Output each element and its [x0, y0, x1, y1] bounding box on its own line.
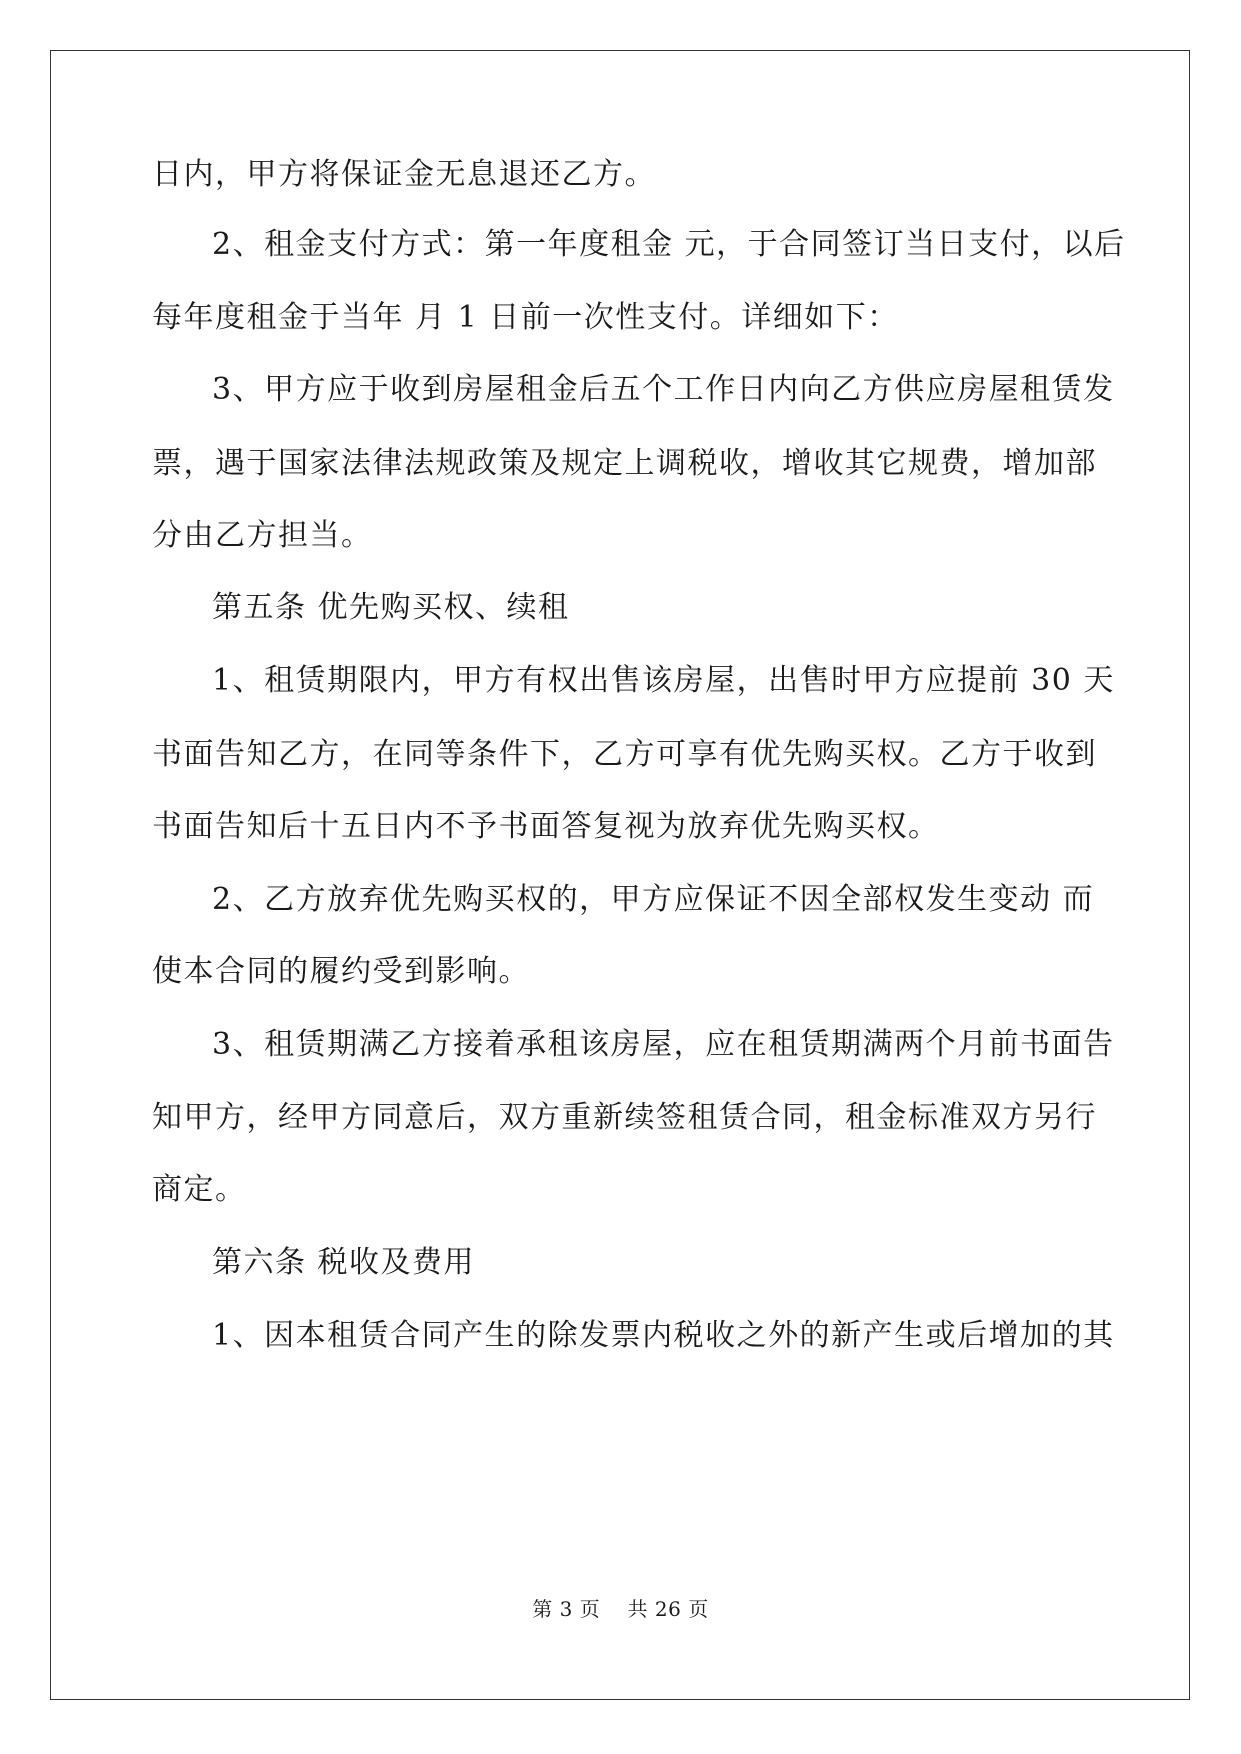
- page-number-footer: 第 3 页 共 26 页: [532, 1597, 709, 1621]
- section-heading: 第六条 税收及费用: [212, 1245, 476, 1280]
- text-line: 票，遇于国家法律法规政策及规定上调税收，增收其它规费，增加部: [152, 446, 1097, 481]
- text-line: 分由乙方担当。: [152, 518, 373, 553]
- text-line: 日内，甲方将保证金无息退还乙方。: [152, 157, 656, 192]
- page-border: [50, 50, 1190, 1700]
- text-line: 3、甲方应于收到房屋租金后五个工作日内向乙方供应房屋租赁发: [212, 372, 1115, 407]
- text-line: 3、租赁期满乙方接着承租该房屋，应在租赁期满两个月前书面告: [212, 1027, 1115, 1062]
- text-line: 使本合同的履约受到影响。: [152, 954, 530, 989]
- text-line: 书面告知乙方，在同等条件下，乙方可享有优先购买权。乙方于收到: [152, 737, 1097, 772]
- text-line: 知甲方，经甲方同意后，双方重新续签租赁合同，租金标准双方另行: [152, 1100, 1097, 1135]
- text-line: 商定。: [152, 1172, 247, 1207]
- text-line: 2、乙方放弃优先购买权的，甲方应保证不因全部权发生变动 而: [212, 882, 1095, 917]
- text-line: 书面告知后十五日内不予书面答复视为放弃优先购买权。: [152, 809, 940, 844]
- text-line: 1、因本租赁合同产生的除发票内税收之外的新产生或后增加的其: [212, 1318, 1115, 1353]
- section-heading: 第五条 优先购买权、续租: [212, 590, 570, 625]
- text-line: 2、租金支付方式：第一年度租金 元，于合同签订当日支付，以后: [212, 227, 1126, 262]
- text-line: 每年度租金于当年 月 1 日前一次性支付。详细如下：: [152, 300, 899, 335]
- text-line: 1、租赁期限内，甲方有权出售该房屋，出售时甲方应提前 30 天: [212, 663, 1115, 698]
